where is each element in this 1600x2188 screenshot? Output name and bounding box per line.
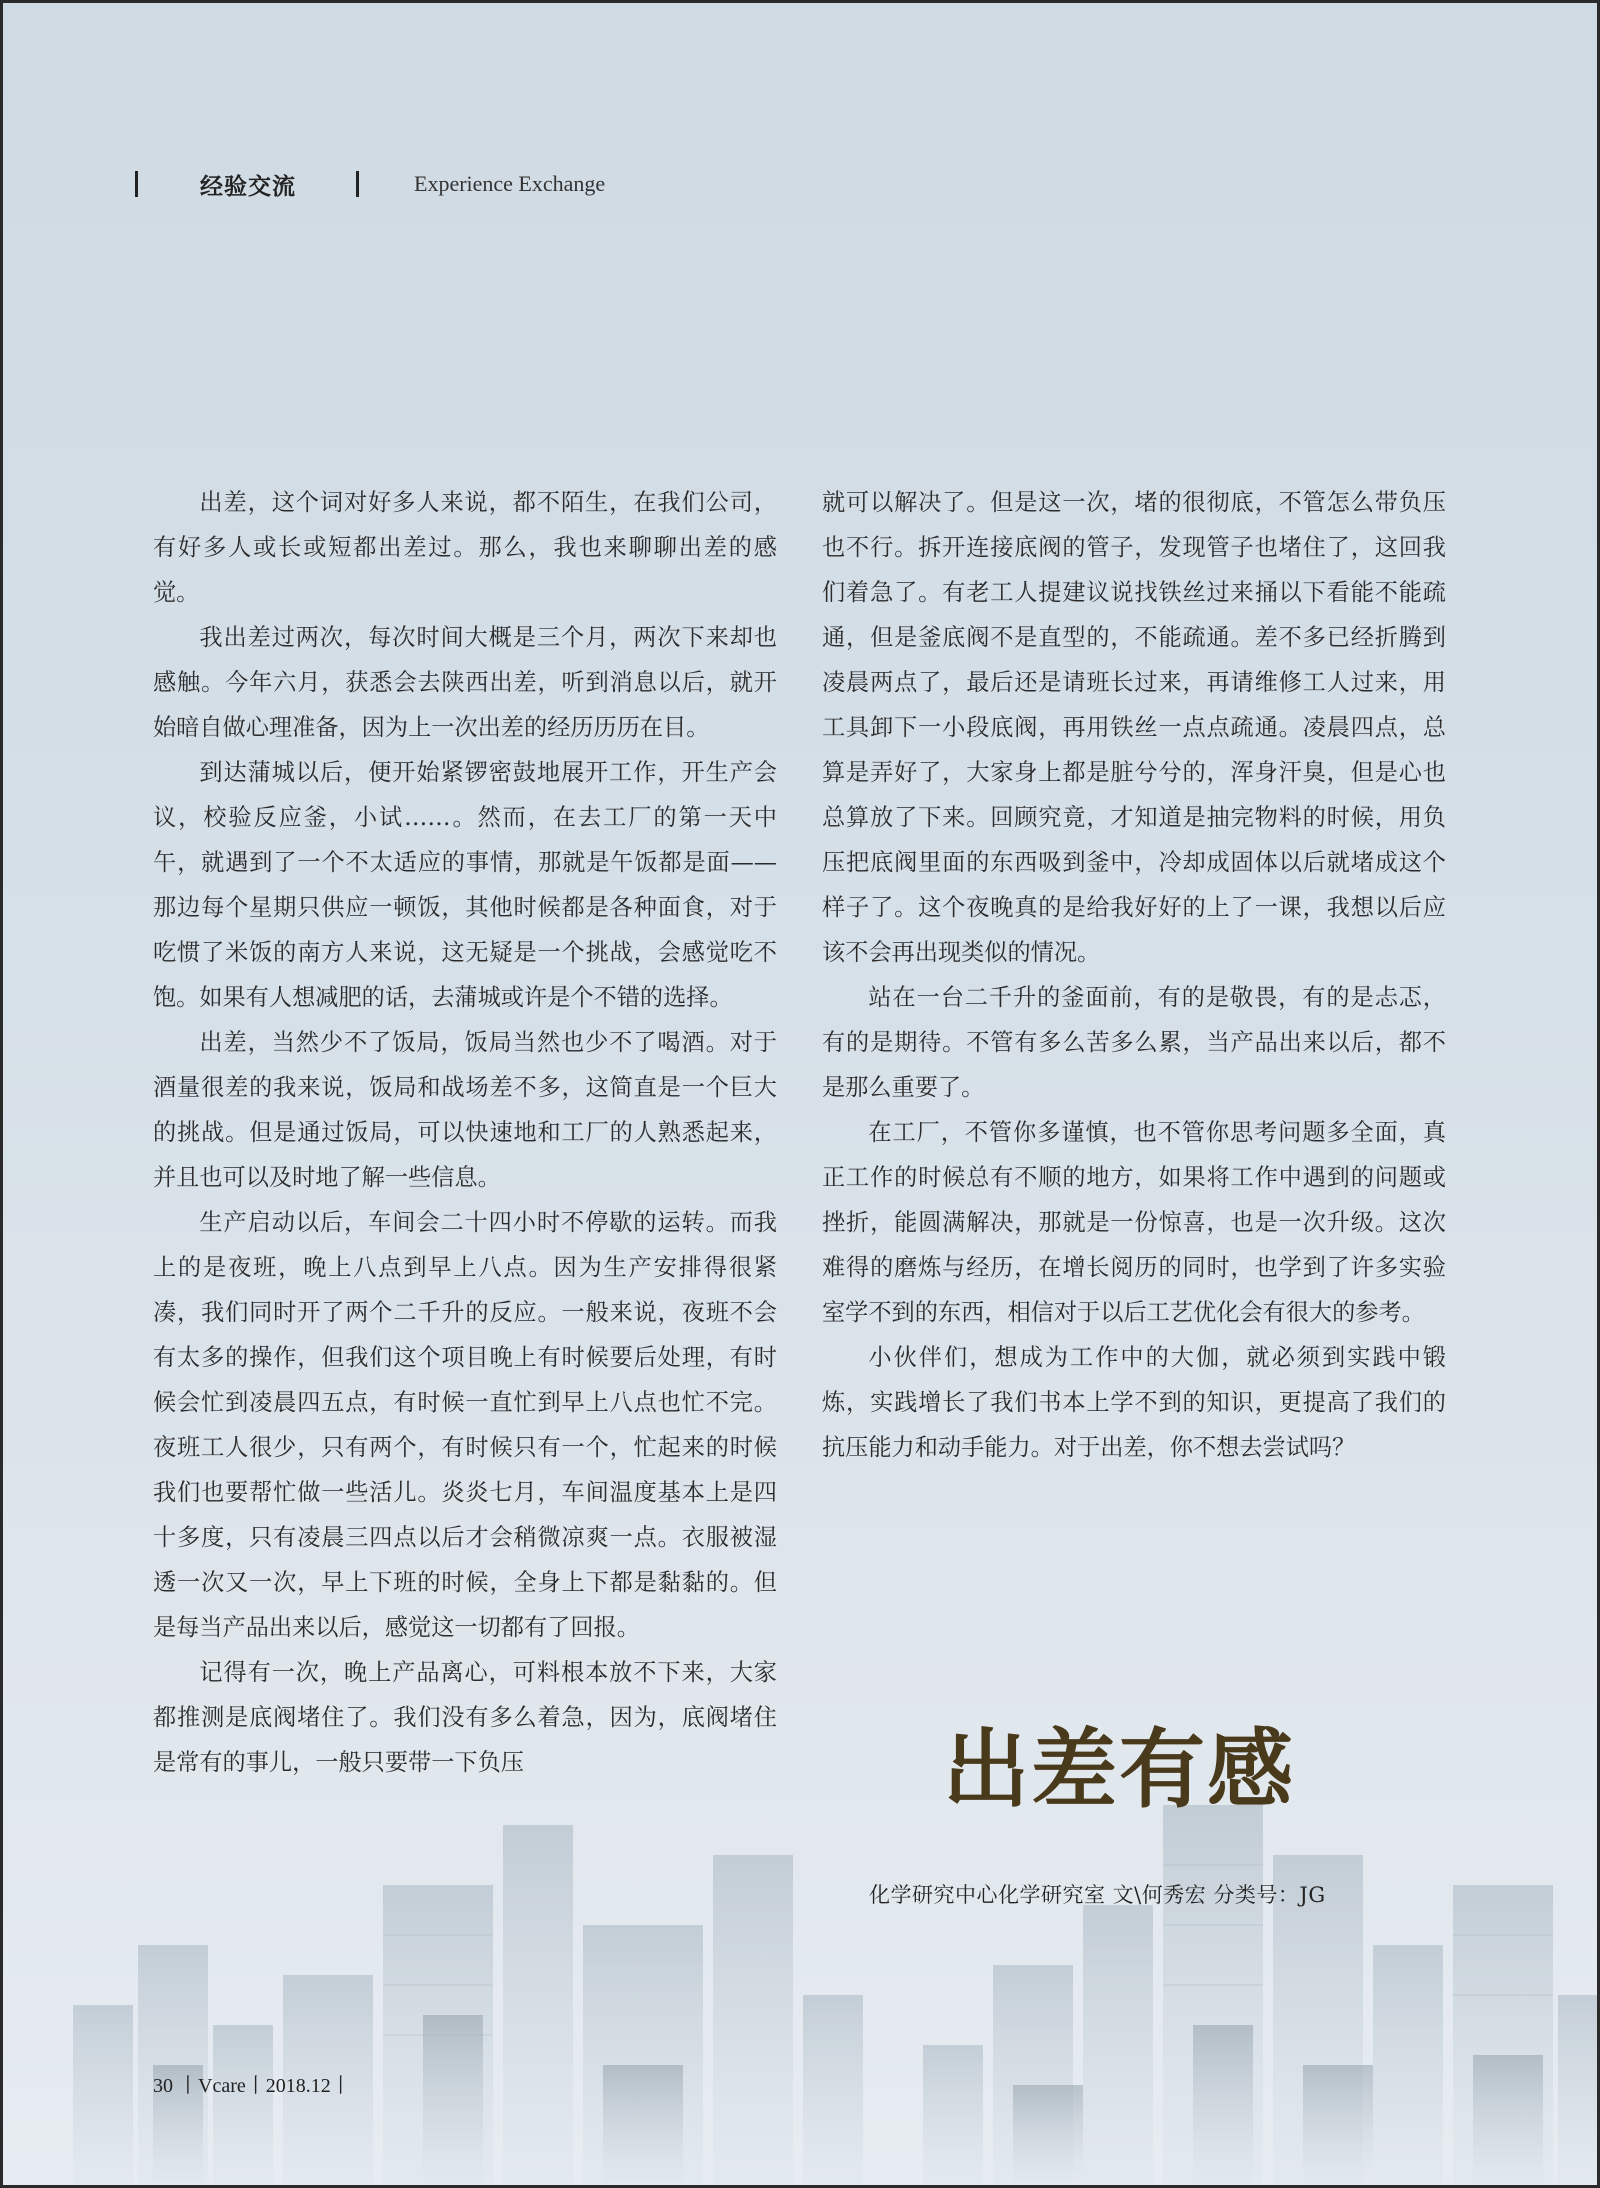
paragraph: 记得有一次，晚上产品离心，可料根本放不下来，大家都推测是底阀堵住了。我们没有多么着急，因为，底阀堵住是常有的事儿，一般只要带一下负压 (153, 1659, 777, 1776)
section-title-en: Experience Exchange (414, 171, 606, 196)
paragraph-continued: 就可以解决了。但是这一次，堵的很彻底，不管怎么带负压也不行。拆开连接底阀的管子，发现管子也堵住了，这回我们着急了。有老工人提建议说找铁丝过来捅以下看能不能疏通，但是釜底阀不是直型的，不能疏通。差不多已经折腾到凌晨两点了，最后还是请班长过来，再请维修工人过来，用工具卸下一小段底阀，再用铁丝一点点疏通。凌晨四点，总算是弄好了，大家身上都是脏兮兮的，浑身汗臭，但是心也总算放了下来。回顾究竟，才知道是抽完物料的时候，用负压把底阀里面的东西吸到釜中，冷却成固体以后就堵成这个样子了。这个夜晚真的是给我好好的上了一课，我想以后应该不会再出现类似的情况。 (822, 489, 1446, 966)
paragraph: 小伙伴们，想成为工作中的大伽，就必须到实践中锻炼，实践增长了我们书本上学不到的知识，更提高了我们的抗压能力和动手能力。对于出差，你不想去尝试吗？ (822, 1344, 1446, 1461)
article-column-left (153, 480, 777, 1785)
section-title-cn: 经验交流 (200, 173, 296, 200)
city-skyline-illustration (3, 1765, 1600, 2185)
header-divider (135, 171, 138, 197)
section-header (135, 167, 605, 201)
paragraph: 出差，当然少不了饭局，饭局当然也少不了喝酒。对于酒量很差的我来说，饭局和战场差不多，这简直是一个巨大的挑战。但是通过饭局，可以快速地和工厂的人熟悉起来，并且也可以及时地了解一些信息。 (153, 1029, 777, 1191)
article-column-right (822, 480, 1446, 1470)
header-divider (356, 171, 359, 197)
paragraph: 站在一台二千升的釜面前，有的是敬畏，有的是忐忑，有的是期待。不管有多么苦多么累，当产品出来以后，都不是那么重要了。 (822, 984, 1446, 1101)
page-footer: 30 丨Vcare丨2018.12丨 (153, 2075, 351, 2097)
paragraph: 我出差过两次，每次时间大概是三个月，两次下来却也感触。今年六月，获悉会去陕西出差，听到消息以后，就开始暗自做心理准备，因为上一次出差的经历历历在目。 (153, 624, 777, 741)
paragraph: 到达蒲城以后，便开始紧锣密鼓地展开工作，开生产会议，校验反应釜，小试……。然而，在去工厂的第一天中午，就遇到了一个不太适应的事情，那就是午饭都是面——那边每个星期只供应一顿饭，其他时候都是各种面食，对于吃惯了米饭的南方人来说，这无疑是一个挑战，会感觉吃不饱。如果有人想减肥的话，去蒲城或许是个不错的选择。 (153, 759, 777, 1011)
paragraph: 生产启动以后，车间会二十四小时不停歇的运转。而我上的是夜班，晚上八点到早上八点。因为生产安排得很紧凑，我们同时开了两个二千升的反应。一般来说，夜班不会有太多的操作，但我们这个项目晚上有时候要后处理，有时候会忙到凌晨四五点，有时候一直忙到早上八点也忙不完。夜班工人很少，只有两个，有时候只有一个，忙起来的时候我们也要帮忙做一些活儿。炎炎七月，车间温度基本上是四十多度，只有凌晨三四点以后才会稍微凉爽一点。衣服被湿透一次又一次，早上下班的时候，全身上下都是黏黏的。但是每当产品出来以后，感觉这一切都有了回报。 (153, 1209, 777, 1641)
article-byline: 化学研究中心化学研究室 文\何秀宏 分类号：JG (869, 1883, 1326, 1907)
paragraph: 在工厂，不管你多谨慎，也不管你思考问题多全面，真正工作的时候总有不顺的地方，如果将工作中遇到的问题或挫折，能圆满解决，那就是一份惊喜，也是一次升级。这次难得的磨炼与经历，在增长阅历的同时，也学到了许多实验室学不到的东西，相信对于以后工艺优化会有很大的参考。 (822, 1119, 1446, 1326)
article-title: 出差有感 (943, 1720, 1295, 1820)
paragraph: 出差，这个词对好多人来说，都不陌生，在我们公司，有好多人或长或短都出差过。那么，我也来聊聊出差的感觉。 (153, 489, 777, 606)
